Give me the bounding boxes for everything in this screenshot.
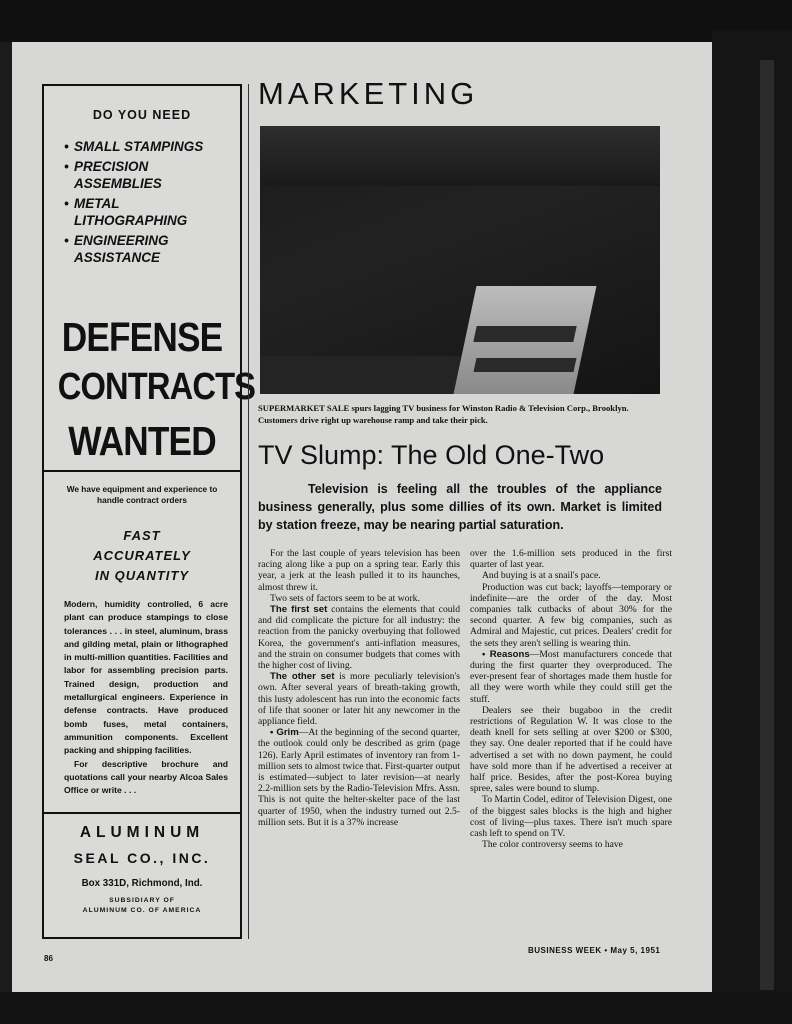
publication-line: BUSINESS WEEK • May 5, 1951 bbox=[528, 946, 661, 955]
article-column-2 bbox=[470, 548, 672, 850]
photo-cabinet-slot bbox=[473, 326, 576, 342]
paragraph: The other set is more peculiarly television's own. After several years of breath-taking growth, this lusty adolescent has run into the economic facts of life that sooner or later hit any newcomer in the appliance field. bbox=[258, 671, 460, 728]
bullet-icon: • bbox=[64, 195, 69, 211]
scan-right-border bbox=[712, 30, 792, 1005]
column-divider bbox=[248, 84, 249, 939]
bullet-icon: • bbox=[64, 139, 69, 154]
bullet-icon: • bbox=[64, 232, 69, 248]
page-number: 86 bbox=[44, 954, 53, 963]
ad-service-item: • METAL LITHOGRAPHING bbox=[64, 195, 188, 228]
ad-company-name: ALUMINUM bbox=[79, 824, 205, 841]
paragraph: over the 1.6-million sets produced in the first quarter of last year. bbox=[470, 548, 672, 571]
ad-services-list bbox=[64, 138, 224, 269]
paragraph: The color controversy seems to have bbox=[482, 839, 623, 851]
alcoa-seal-advertisement bbox=[42, 84, 256, 939]
ad-address: Box 331D, Richmond, Ind. bbox=[81, 878, 203, 889]
ad-company-name-2: SEAL CO., INC. bbox=[73, 850, 211, 866]
paragraph: To Martin Codel, editor of Television Digest, one of the biggest sales blocks is the high and higher cost of living—plus taxes. There isn't much spare cash left to spend on TV. bbox=[470, 794, 672, 840]
paragraph: • Reasons—Most manufacturers concede that during the first quarter they overproduced. The ever-present fear of shortages made them hustle for all they were worth while they could still get the stuff. bbox=[470, 648, 672, 705]
paragraph: Dealers see their bugaboo in the credit restrictions of Regulation W. It was close to the death knell for sets selling at over $200 or $300, they say. One dealer reported that if he could have advertised a set with no down payment, he could have sold more than if he advertised a receiver at half price. Besides, after the post-Korea buying spree, sales were bound to slump. bbox=[470, 704, 672, 795]
ad-divider bbox=[44, 470, 240, 472]
ad-service-item: • ENGINEERING ASSISTANCE bbox=[64, 232, 169, 265]
ad-service-item: • SMALL STAMPINGS bbox=[64, 139, 204, 154]
photo-floor bbox=[260, 356, 460, 394]
paragraph: The first set contains the elements that could and did complicate the picture for all industry: the reaction from the panicky overbuying that followed Korea, the government's anti-inflation measures, and the strain on consumer budgets that comes with the higher cost of living. bbox=[258, 604, 460, 672]
paragraph: Two sets of factors seem to be at work. bbox=[270, 592, 420, 604]
scan-top-border bbox=[0, 0, 792, 42]
scan-edge-strip bbox=[760, 60, 774, 990]
photo-shelf bbox=[260, 126, 660, 186]
paragraph: For the last couple of years television has been racing along like a pup on a spring tear. Early this year, a jerk at the leash pulled it to its haunches, almost threw it. bbox=[258, 548, 460, 593]
ad-subsidiary: SUBSIDIARY OF ALUMINUM CO. OF AMERICA bbox=[82, 897, 202, 914]
scan-bottom-border bbox=[0, 992, 792, 1024]
article-deck: Television is feeling all the troubles of the appliance business generally, plus some dillies of its own. Market is limited by station freeze, may be nearing partial saturation. bbox=[258, 482, 662, 532]
ad-equipment-note: We have equipment and experience to handle contract orders bbox=[66, 484, 218, 505]
ad-headline-wanted: WANTED bbox=[68, 418, 216, 464]
paragraph: Production was cut back; layoffs—temporary or indefinite—are the order of the day. Most companies talk cutbacks of about 30% for the second quarter. A few big companies, such as Admiral and Majestic, cut prices. Dealers' credit for the sets they aren't selling is wearing thin. bbox=[470, 581, 672, 649]
paragraph: And buying is at a snail's pace. bbox=[482, 570, 601, 582]
ad-service-item: • PRECISION ASSEMBLIES bbox=[64, 158, 162, 191]
bullet-icon: • bbox=[64, 158, 69, 174]
supermarket-photo bbox=[260, 126, 660, 394]
ad-tagline: FAST ACCURATELY IN QUANTITY bbox=[93, 528, 191, 583]
ad-headline-defense: DEFENSE bbox=[61, 314, 223, 360]
photo-cabinet-slot bbox=[474, 358, 577, 372]
paragraph: • Grim—At the beginning of the second quarter, the outlook could only be described as grim (page 126). Early April estimates of inventory ran from 1-million sets to almost twice that. First-quarter output is estimated—subject to later revision—at nearly 2.2-million sets by the Radio-Television Mfrs. Assn. This is not quite the helter-skelter pace of the last quarter of 1950, when the industry turned out 2.5-million sets. But it is a 37% increase bbox=[258, 727, 461, 828]
ad-headline-contracts: CONTRACTS bbox=[57, 366, 256, 408]
ad-divider bbox=[44, 812, 240, 814]
ad-question: DO YOU NEED bbox=[92, 108, 192, 122]
section-title: MARKETING bbox=[258, 76, 479, 111]
ad-body-copy: Modern, humidity controlled, 6 acre plant can produce stampings to close tolerances . . . in steel, aluminum, brass and gilding metal, plain or lithographed in multi-million quantities. Facilities and labor for assembling precision parts. Trained design, production and metallurgical engineers. Experience in defense contracts. Have produced bomb fuses, metal containers, ammunition components. Excellent packing and shipping facilities. For descriptive brochure and quotations call your nearby Alcoa Sales Office or write . . . bbox=[64, 599, 228, 796]
article-column-1 bbox=[258, 548, 460, 828]
article-headline: TV Slump: The Old One-Two bbox=[258, 440, 605, 470]
photo-caption: SUPERMARKET SALE spurs lagging TV business for Winston Radio & Television Corp., Brooklyn. Customers drive right up warehouse ramp and take their pick. bbox=[258, 403, 629, 425]
